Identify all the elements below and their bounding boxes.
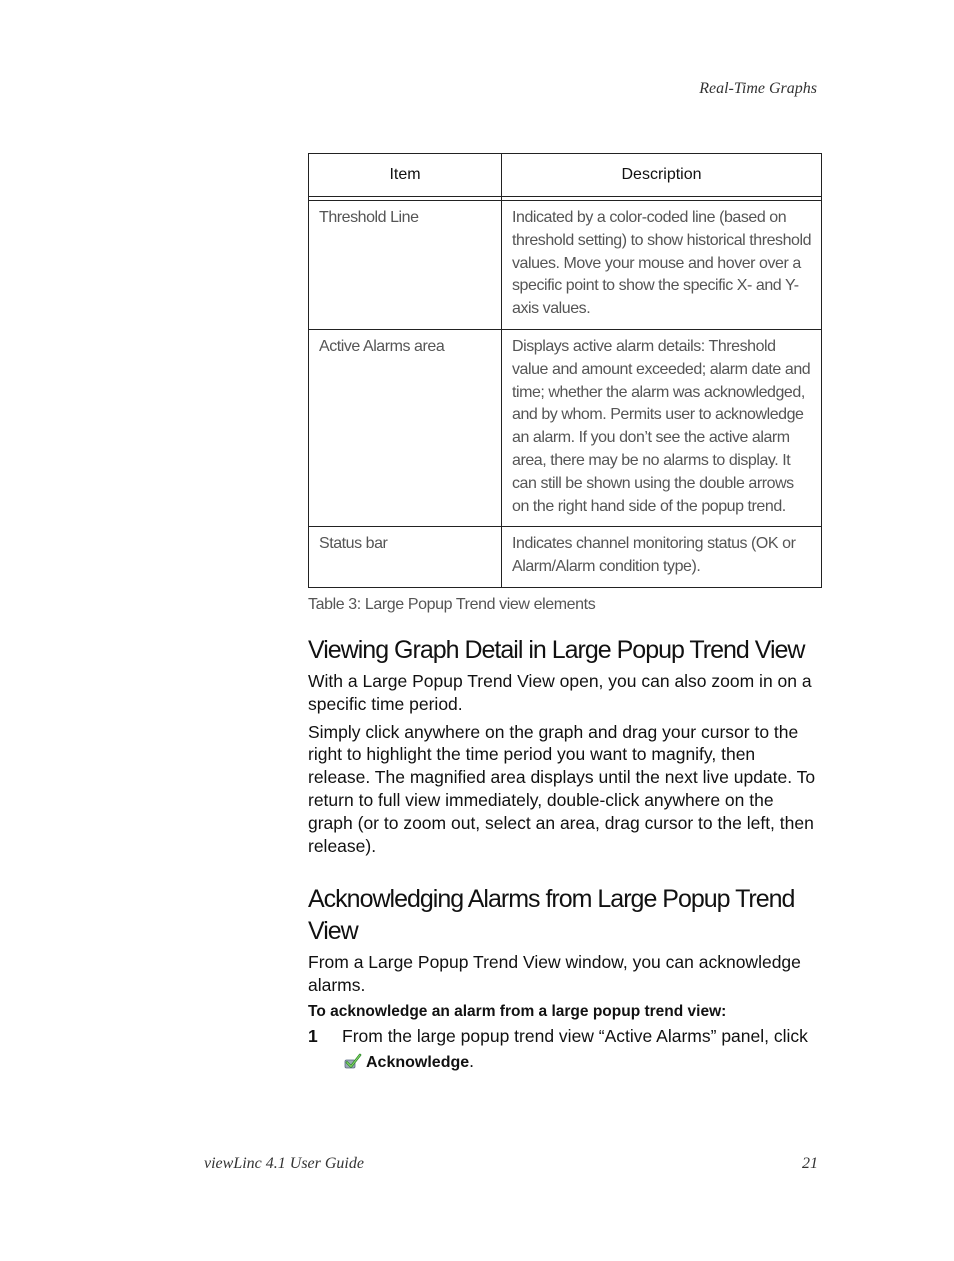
step-end: . [469, 1050, 475, 1071]
section-heading-acknowledging-alarms: Acknowledging Alarms from Large Popup Trend View [308, 885, 795, 946]
table-caption: Table 3: Large Popup Trend view elements [308, 595, 596, 613]
cell-description: Indicates channel monitoring status (OK or Alarm/Alarm condition type). [502, 527, 822, 588]
procedure-step [308, 1024, 821, 1075]
column-header-description: Description [502, 154, 822, 197]
step-number: 1 [308, 1025, 318, 1046]
body-paragraph: From a Large Popup Trend View window, you can acknowledge alarms. [308, 952, 801, 996]
cell-description: Indicated by a color-coded line (based on threshold setting) to show historical threshold values. Move your mouse and hover over a specific point to show the specific X- and Y-axis values. [502, 201, 822, 330]
footer-guide-title: viewLinc 4.1 User Guide [204, 1155, 364, 1172]
table-row [309, 329, 822, 526]
column-header-item: Item [309, 154, 502, 197]
acknowledge-check-icon [344, 1052, 362, 1070]
cell-item: Threshold Line [309, 201, 502, 330]
elements-table [308, 153, 822, 588]
body-paragraph: Simply click anywhere on the graph and drag your cursor to the right to highlight the time period you want to magnify, then release. The magnified area displays until the next live update. To return to full view immediately, double-click anywhere on the graph (or to zoom out, select an area, drag cursor to the left, then release). [308, 721, 816, 856]
procedure-title: To acknowledge an alarm from a large popup trend view: [308, 1002, 727, 1020]
cell-item: Active Alarms area [309, 329, 502, 526]
footer-page-number: 21 [802, 1155, 818, 1172]
acknowledge-label: Acknowledge [366, 1053, 470, 1071]
page-content [308, 153, 821, 1075]
table-row [309, 201, 822, 330]
cell-item: Status bar [309, 527, 502, 588]
table-row [309, 527, 822, 588]
cell-description: Displays active alarm details: Threshold value and amount exceeded; alarm date and time; whether the alarm was acknowledged, and by whom. Permits user to acknowledge an alarm. If you don’t see the active alarm area, there may be no alarms to display. It can still be shown using the double arrows on the right hand side of the popup trend. [502, 329, 822, 526]
step-text [342, 1024, 821, 1075]
running-header: Real-Time Graphs [699, 80, 817, 97]
table-header-row [309, 154, 822, 197]
step-instruction: From the large popup trend view “Active Alarms” panel, click [342, 1025, 808, 1046]
section-heading-viewing-graph-detail: Viewing Graph Detail in Large Popup Trend View [308, 635, 805, 664]
body-paragraph: With a Large Popup Trend View open, you can also zoom in on a specific time period. [308, 670, 812, 714]
